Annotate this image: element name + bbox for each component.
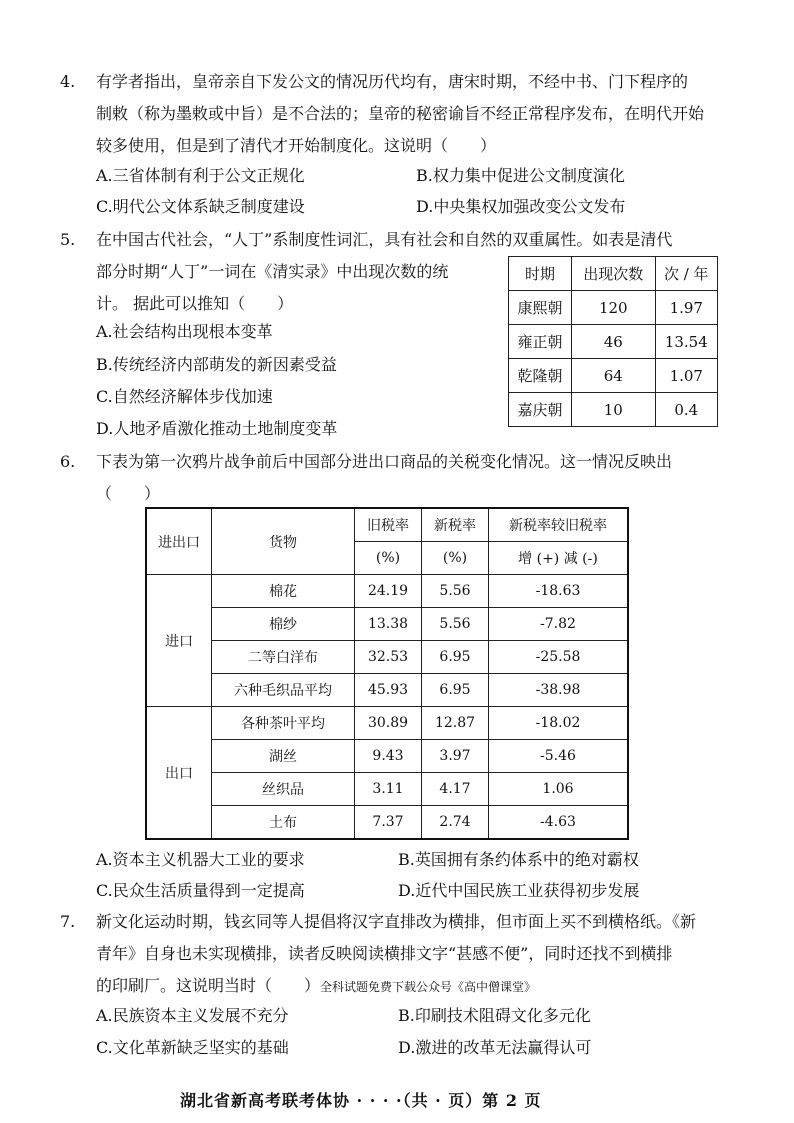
table-header-row	[509, 257, 718, 291]
table-row: 丝织品 3.11 4.17 1.06	[146, 773, 628, 806]
question-stem: 下表为第一次鸦片战争前后中国部分进出口商品的关税变化情况。这一情况反映出 （ ）	[96, 452, 673, 503]
table-row: 进口 棉花 24.19 5.56 -18.63	[146, 575, 628, 608]
option-b: B.权力集中促进公文制度演化	[416, 166, 625, 185]
table-header-row	[146, 508, 628, 542]
option-c: C.民众生活质量得到一定提高	[96, 881, 305, 900]
table-header: 新税率较旧税率	[489, 508, 629, 542]
option-a: A.社会结构出现根本变革	[96, 322, 273, 341]
table-header: (%)	[355, 542, 422, 575]
option-c: C.自然经济解体步伐加速	[96, 387, 273, 406]
table-row: 嘉庆朝 10 0.4	[509, 393, 718, 427]
question-stem: 在中国古代社会，“人丁”系制度性词汇，具有社会和自然的双重属性。如表是清代 部分时期“人丁”一词在《清实录》中出现次数的统 计。 据此可以推知（ ）	[96, 230, 673, 313]
question-number: 6.	[60, 452, 76, 471]
page-footer: 湖北省新高考联考体协 · · · ·（共 · 页）第 2 页	[180, 1091, 542, 1110]
question-number: 5.	[60, 230, 76, 249]
table-row: 六种毛织品平均 45.93 6.95 -38.98	[146, 674, 628, 707]
question-stem: 有学者指出，皇帝亲自下发公文的情况历代均有，唐宋时期，不经中书、门下程序的 制敕（称为墨敕或中旨）是不合法的；皇帝的秘密谕旨不经正常程序发布，在明代开始 较多使用，但是到了清代才开始制度化。这说明（ ）	[96, 72, 705, 155]
watermark-text: 全科试题免费下载公众号《高中僧课堂》	[320, 980, 537, 994]
option-a: A.三省体制有利于公文正规化	[96, 166, 305, 185]
option-c: C.明代公文体系缺乏制度建设	[96, 197, 305, 216]
table-header: (%)	[422, 542, 489, 575]
table-row: 土布 7.37 2.74 -4.63	[146, 806, 628, 840]
question-stem: 新文化运动时期，钱玄同等人提倡将汉字直排改为横排，但市面上买不到横格纸。《新 青年》自身也未实现横排，读者反映阅读横排文字“甚感不便”，同时还找不到横排 的印刷厂。这说明当时（ ）全科试题免费下载公众号《高中僧课堂》	[96, 912, 697, 995]
option-b: B.传统经济内部萌发的新因素受益	[96, 355, 337, 374]
table-row: 出口 各种茶叶平均 30.89 12.87 -18.02	[146, 707, 628, 740]
table-header: 货物	[212, 508, 355, 575]
table-row: 雍正朝 46 13.54	[509, 325, 718, 359]
table-header: 出现次数	[572, 257, 656, 291]
table-header: 时期	[509, 257, 572, 291]
group-label: 出口	[146, 707, 212, 840]
question-4	[60, 66, 730, 162]
table-row: 棉纱 13.38 5.56 -7.82	[146, 608, 628, 641]
table-header: 进出口	[146, 508, 212, 575]
option-a: A.民族资本主义发展不充分	[96, 1006, 289, 1025]
table-header: 旧税率	[355, 508, 422, 542]
option-d: D.激进的改革无法赢得认可	[398, 1038, 592, 1057]
table-row: 乾隆朝 64 1.07	[509, 359, 718, 393]
tariff-table	[145, 507, 629, 840]
question-7	[60, 906, 730, 1003]
option-b: B.印刷技术阻碍文化多元化	[398, 1006, 591, 1025]
option-d: D.中央集权加强改变公文发布	[416, 197, 626, 216]
table-header: 新税率	[422, 508, 489, 542]
option-a: A.资本主义机器大工业的要求	[96, 850, 305, 869]
option-d: D.人地矛盾激化推动土地制度变革	[96, 419, 338, 438]
group-label: 进口	[146, 575, 212, 707]
table-row: 康熙朝 120 1.97	[509, 291, 718, 325]
question-number: 4.	[60, 72, 76, 91]
table-row: 湖丝 9.43 3.97 -5.46	[146, 740, 628, 773]
option-c: C.文化革新缺乏坚实的基础	[96, 1038, 289, 1057]
table-row: 二等白洋布 32.53 6.95 -25.58	[146, 641, 628, 674]
table-header: 次 / 年	[655, 257, 717, 291]
option-b: B.英国拥有条约体系中的绝对霸权	[398, 850, 639, 869]
renting-count-table	[508, 256, 718, 427]
table-header: 增 (+) 减 (-)	[489, 542, 629, 575]
option-d: D.近代中国民族工业获得初步发展	[398, 881, 640, 900]
question-6	[60, 446, 730, 510]
question-number: 7.	[60, 912, 76, 931]
